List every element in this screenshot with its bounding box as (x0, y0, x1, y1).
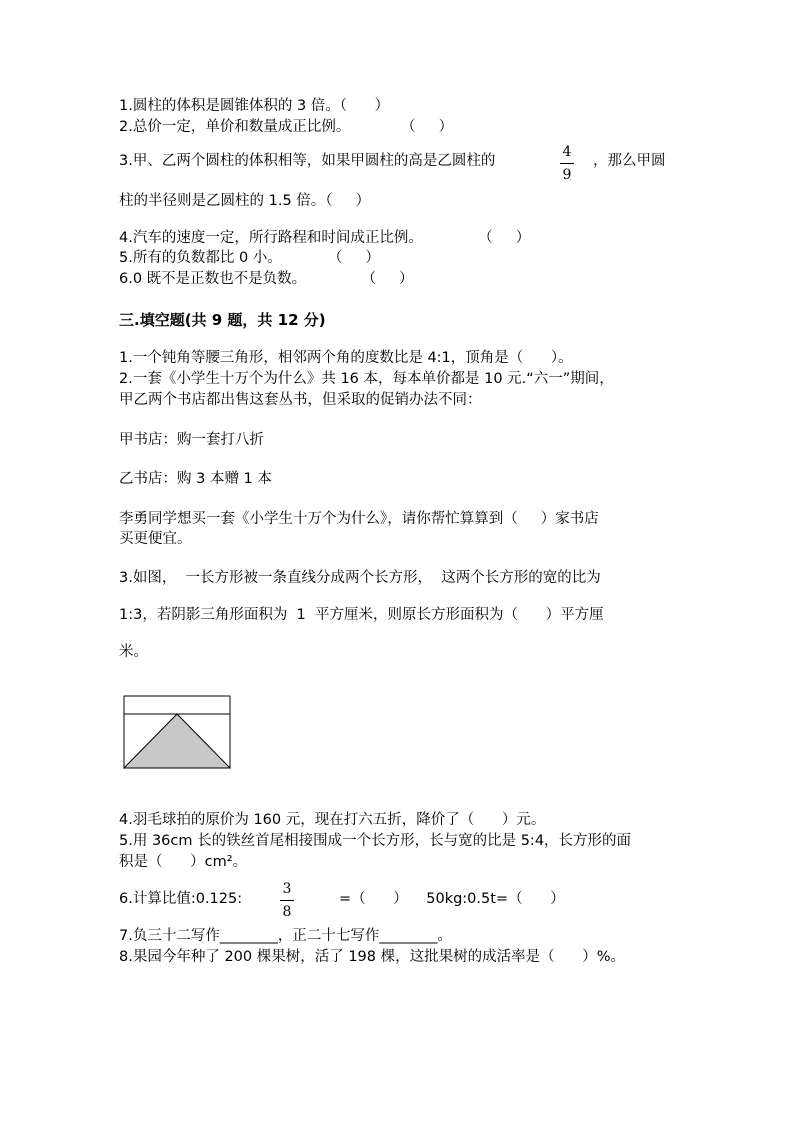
fill-q6-fraction (279, 881, 295, 920)
judge-q2: 2.总价一定，单价和数量成正比例。 （ ） (119, 119, 454, 135)
fill-q3-line2: 1:3，若阴影三角形面积为 1 平方厘米，则原长方形面积为（ ）平方厘 (119, 607, 604, 623)
judge-q4: 4.汽车的速度一定，所行路程和时间成正比例。 （ ） (119, 230, 531, 246)
fraction-denominator: 9 (562, 167, 572, 183)
fill-q4: 4.羽毛球拍的原价为 160 元，现在打六五折，降价了（ ）元。 (119, 812, 546, 828)
fraction-denominator: 8 (282, 904, 292, 920)
fraction-numerator: 3 (282, 881, 292, 897)
fill-q5-line2: 积是（ ）cm²。 (119, 854, 248, 870)
judge-q1: 1.圆柱的体积是圆锥体积的 3 倍。（ ） (119, 98, 390, 114)
fraction-bar (280, 900, 294, 901)
fill-q2-line2: 甲乙两个书店都出售这套丛书，但采取的促销办法不同： (119, 392, 482, 408)
judge-q3-line1: 3.甲、乙两个圆柱的体积相等，如果甲圆柱的高是乙圆柱的 (119, 153, 496, 169)
judge-q6: 6.0 既不是正数也不是负数。 （ ） (119, 271, 414, 287)
fraction-numerator: 4 (562, 144, 572, 160)
judge-q3-fraction (559, 144, 575, 183)
rectangle-triangle-figure (123, 695, 233, 771)
fill-q7: 7.负三十二写作________，正二十七写作________。 (119, 928, 452, 944)
fill-q1: 1.一个钝角等腰三角形，相邻两个角的度数比是 4:1，顶角是（ ）。 (119, 350, 573, 366)
fill-q5-line1: 5.用 36cm 长的铁丝首尾相接围成一个长方形，长与宽的比是 5:4，长方形的面 (119, 833, 632, 849)
fill-q2-store-b: 乙书店：购 3 本赠 1 本 (119, 471, 272, 487)
fill-q2-line1: 2.一套《小学生十万个为什么》共 16 本，每本单价都是 10 元.“六一”期间， (119, 371, 614, 387)
fill-q8: 8.果园今年种了 200 棵果树，活了 198 棵，这批果树的成活率是（ ）%。 (119, 949, 626, 965)
fill-q6-before: 6.计算比值:0.125: (119, 891, 243, 907)
fill-q3-line3: 米。 (119, 644, 148, 660)
judge-q3-after: ，那么甲圆 (593, 153, 666, 169)
judge-q3-line2: 柱的半径则是乙圆柱的 1.5 倍。（ ） (119, 193, 371, 209)
fill-q2-store-a: 甲书店：购一套打八折 (119, 432, 264, 448)
fill-q2-line3: 李勇同学想买一套《小学生十万个为什么》，请你帮忙算算到（ ）家书店 (119, 511, 599, 527)
fraction-bar (560, 163, 574, 164)
fill-q2-line4: 买更便宜。 (119, 531, 192, 547)
section-title: 三.填空题(共 9 题，共 12 分) (119, 311, 326, 329)
fill-q3-line1: 3.如图， 一长方形被一条直线分成两个长方形， 这两个长方形的宽的比为 (119, 570, 601, 586)
judge-q5: 5.所有的负数都比 0 小。 （ ） (119, 250, 380, 266)
fill-q6-after: =（ ） 50kg:0.5t=（ ） (339, 891, 565, 907)
